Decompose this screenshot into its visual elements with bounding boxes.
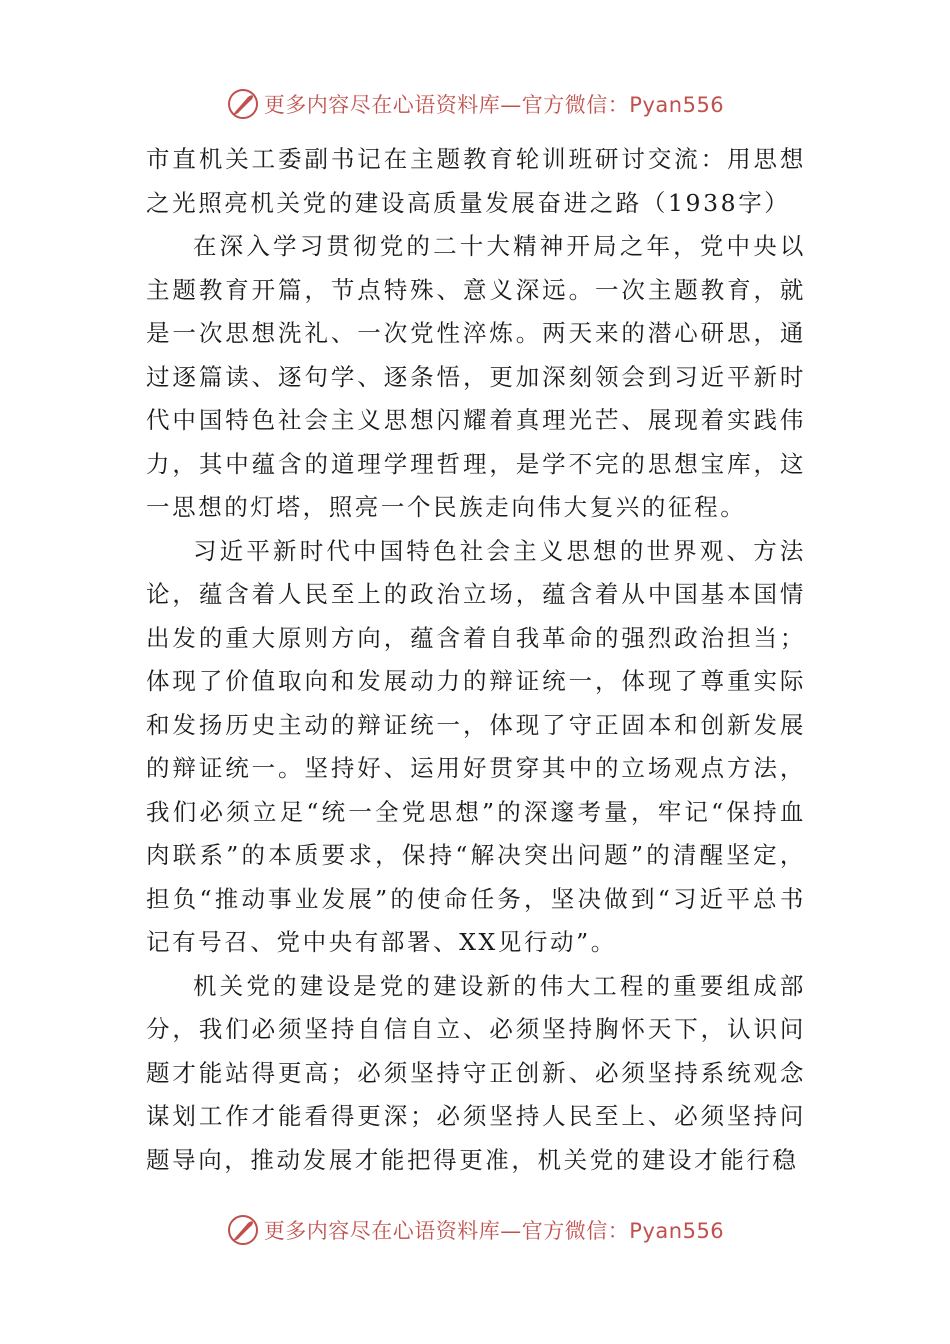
header-watermark-banner — [0, 84, 950, 124]
pen-feather-icon — [226, 1213, 260, 1247]
footer-watermark-banner — [0, 1210, 950, 1250]
paragraph-2: 习近平新时代中国特色社会主义思想的世界观、方法论，蕴含着人民至上的政治立场，蕴含着从中国基本国情出发的重大原则方向，蕴含着自我革命的强烈政治担当；体现了价值取向和发展动力的辩证统一，体现了尊重实际和发扬历史主动的辩证统一，体现了守正固本和创新发展的辩证统一。坚持好、运用好贯穿其中的立场观点方法，我们必须立足“统一全党思想”的深邃考量，牢记“保持血肉联系”的本质要求，保持“解决突出问题”的清醒坚定，担负“推动事业发展”的使命任务，坚决做到“习近平总书记有号召、党中央有部署、XX见行动”。 — [146, 536, 806, 956]
banner-text: 更多内容尽在心语资料库—官方微信：Pyan556 — [263, 93, 725, 117]
document-title: 市直机关工委副书记在主题教育轮训班研讨交流：用思想之光照亮机关党的建设高质量发展奋进之路（1938字） — [146, 145, 806, 217]
document-body — [146, 138, 806, 1182]
banner-text: 更多内容尽在心语资料库—官方微信：Pyan556 — [263, 1219, 725, 1243]
pen-feather-icon — [226, 87, 260, 121]
paragraph-1: 在深入学习贯彻党的二十大精神开局之年，党中央以主题教育开篇，节点特殊、意义深远。一次主题教育，就是一次思想洗礼、一次党性淬炼。两天来的潜心研思，通过逐篇读、逐句学、逐条悟，更加深刻领会到习近平新时代中国特色社会主义思想闪耀着真理光芒、展现着实践伟力，其中蕴含的道理学理哲理，是学不完的思想宝库，这一思想的灯塔，照亮一个民族走向伟大复兴的征程。 — [146, 232, 806, 521]
paragraph-3: 机关党的建设是党的建设新的伟大工程的重要组成部分，我们必须坚持自信自立、必须坚持胸怀天下，认识问题才能站得更高；必须坚持守正创新、必须坚持系统观念谋划工作才能看得更深；必须坚持人民至上、必须坚持问题导向，推动发展才能把得更准，机关党的建设才能行稳 — [146, 971, 806, 1174]
